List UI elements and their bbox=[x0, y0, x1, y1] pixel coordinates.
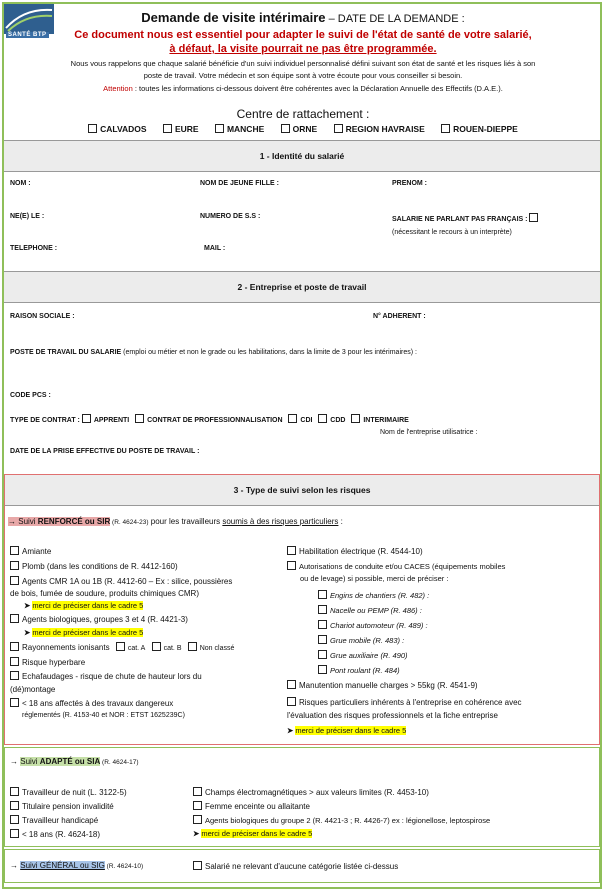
caces-nacelle[interactable]: Nacelle ou PEMP (R. 486) : bbox=[318, 605, 422, 615]
checkbox[interactable] bbox=[10, 546, 19, 555]
checkbox[interactable] bbox=[318, 650, 327, 659]
checkbox[interactable] bbox=[10, 801, 19, 810]
risk-rayonnements[interactable]: Rayonnements ionisants cat. A cat. B Non classé bbox=[10, 642, 234, 652]
form-title-text: Demande de visite intérimaire bbox=[141, 10, 326, 25]
field-type-contrat: TYPE DE CONTRAT : APPRENTI CONTRAT DE PROFESSIONNALISATION CDI CDD INTERIMAIRE bbox=[10, 414, 409, 424]
checkbox[interactable] bbox=[351, 414, 360, 423]
checkbox[interactable] bbox=[441, 124, 450, 133]
risk-cmr-cont: de bois, fumée de soudure, produits chimiques CMR) bbox=[10, 589, 199, 598]
field-ne-le[interactable]: NE(E) LE : bbox=[10, 213, 45, 220]
suivi-adapte-label: Suivi ADAPTÉ ou SIA bbox=[20, 757, 101, 766]
caces-chariot[interactable]: Chariot automoteur (R. 489) : bbox=[318, 620, 428, 630]
field-telephone[interactable]: TELEPHONE : bbox=[10, 245, 58, 252]
checkbox[interactable] bbox=[287, 546, 296, 555]
contrat-professionnalisation[interactable]: CONTRAT DE PROFESSIONNALISATION bbox=[135, 417, 282, 424]
checkbox[interactable] bbox=[152, 642, 161, 651]
suivi-general-label: Suivi GÉNÉRAL ou SIG bbox=[20, 861, 105, 870]
checkbox[interactable] bbox=[318, 635, 327, 644]
warning-line-2: à défaut, la visite pourrait ne pas être programmée. bbox=[169, 43, 437, 55]
suivi-general-intro: → Suivi GÉNÉRAL ou SIG (R. 4624-10) bbox=[10, 861, 144, 870]
request-date-label: – DATE DE LA DEMANDE : bbox=[325, 13, 465, 25]
checkbox[interactable] bbox=[288, 414, 297, 423]
section-entreprise bbox=[4, 271, 600, 303]
checkbox[interactable] bbox=[318, 590, 327, 599]
arrow-right-icon: → bbox=[8, 517, 16, 526]
checkbox[interactable] bbox=[10, 815, 19, 824]
caces-grue-mobile[interactable]: Grue mobile (R. 483) : bbox=[318, 635, 404, 645]
checkbox[interactable] bbox=[215, 124, 224, 133]
checkbox[interactable] bbox=[10, 829, 19, 838]
centre-options bbox=[0, 124, 606, 134]
adapte-precise-note: ➤ merci de préciser dans le cadre 5 bbox=[193, 829, 313, 838]
note-line-1: Nous vous rappelons que chaque salarié bénéficie d'un suivi individuel personnalisé défini suivant son état de santé et les risques liés à son bbox=[70, 59, 536, 68]
checkbox[interactable] bbox=[135, 414, 144, 423]
arrow-right-icon: → bbox=[10, 861, 18, 870]
suivi-adapte-intro: → Suivi ADAPTÉ ou SIA (R. 4624-17) bbox=[10, 757, 139, 766]
field-numero-ss[interactable]: NUMERO DE S.S : bbox=[200, 213, 261, 220]
risk-caces[interactable]: Autorisations de conduite et/ou CACES (équipements mobiles bbox=[287, 561, 505, 571]
checkbox[interactable] bbox=[188, 642, 197, 651]
adapte-bio-2[interactable]: Agents biologiques du groupe 2 (R. 4421-3 ; R. 4426-7) ex : légionellose, leptospirose bbox=[193, 815, 490, 825]
risk-caces-cont: ou de levage) si possible, merci de préciser : bbox=[300, 574, 449, 583]
checkbox[interactable] bbox=[163, 124, 172, 133]
field-mail[interactable]: MAIL : bbox=[204, 245, 226, 252]
field-entreprise-utilisatrice[interactable]: Nom de l'entreprise utilisatrice : bbox=[380, 429, 478, 436]
risk-echafaudages[interactable]: Echafaudages - risque de chute de hauteur lors du bbox=[10, 671, 202, 681]
adapte-nuit[interactable]: Travailleur de nuit (L. 3122-5) bbox=[10, 787, 127, 797]
field-raison-sociale[interactable]: RAISON SOCIALE : bbox=[10, 313, 75, 320]
checkbox[interactable] bbox=[10, 561, 19, 570]
checkbox[interactable] bbox=[10, 642, 19, 651]
arrow-right-icon: ➤ bbox=[287, 726, 294, 735]
centre-option-orne[interactable]: ORNE bbox=[281, 124, 318, 134]
checkbox[interactable] bbox=[318, 414, 327, 423]
checkbox[interactable] bbox=[10, 657, 19, 666]
attention-label: Attention bbox=[103, 84, 133, 93]
ray-cat-a[interactable]: cat. A bbox=[116, 645, 146, 652]
risk-plomb[interactable]: Plomb (dans les conditions de R. 4412-160) bbox=[10, 561, 178, 571]
risk-bio-3-4[interactable]: Agents biologiques, groupes 3 et 4 (R. 4421-3) bbox=[10, 614, 188, 624]
checkbox[interactable] bbox=[193, 815, 202, 824]
checkbox[interactable] bbox=[334, 124, 343, 133]
checkbox[interactable] bbox=[10, 787, 19, 796]
risk-particuliers[interactable]: Risques particuliers inhérents à l'entreprise en cohérence avec bbox=[287, 697, 522, 707]
checkbox[interactable] bbox=[318, 665, 327, 674]
centre-option-calvados[interactable]: CALVADOS bbox=[88, 124, 146, 134]
logo-text: SANTÉ BTP bbox=[8, 32, 47, 38]
checkbox[interactable] bbox=[287, 697, 296, 706]
suivi-renforce-intro: → Suivi RENFORCÉ ou SIR (R. 4624-23) pour les travailleurs soumis à des risques particuliers : bbox=[8, 517, 343, 526]
checkbox[interactable] bbox=[10, 698, 19, 707]
checkbox[interactable] bbox=[287, 561, 296, 570]
suivi-renforce-label: → Suivi RENFORCÉ ou SIR bbox=[8, 517, 111, 526]
adapte-invalidite[interactable]: Titulaire pension invalidité bbox=[10, 801, 114, 811]
risk-moins-18-cont: réglementés (R. 4153-40 et NOR : ETST 1625239C) bbox=[22, 712, 185, 719]
adapte-champs[interactable]: Champs électromagnétiques > aux valeurs limites (R. 4453-10) bbox=[193, 787, 429, 797]
checkbox[interactable] bbox=[287, 680, 296, 689]
form-title bbox=[0, 10, 606, 25]
adapte-moins-18[interactable]: < 18 ans (R. 4624-18) bbox=[10, 829, 100, 839]
checkbox[interactable] bbox=[116, 642, 125, 651]
risk-hyperbare[interactable]: Risque hyperbare bbox=[10, 657, 85, 667]
contrat-cdi[interactable]: CDI bbox=[288, 417, 312, 424]
checkbox[interactable] bbox=[193, 861, 202, 870]
field-adherent[interactable]: N° ADHERENT : bbox=[373, 313, 426, 320]
cmr-precise-note: ➤ merci de préciser dans le cadre 5 bbox=[24, 601, 144, 610]
adapte-enceinte[interactable]: Femme enceinte ou allaitante bbox=[193, 801, 310, 811]
field-nom[interactable]: NOM : bbox=[10, 180, 31, 187]
attention-text: : toutes les informations ci-dessous doivent être cohérentes avec la Déclaration Annuelle des Effectifs (D.A.E.). bbox=[132, 84, 503, 93]
ray-non-classe[interactable]: Non classé bbox=[188, 645, 235, 652]
caces-grue-auxiliaire[interactable]: Grue auxiliaire (R. 490) bbox=[318, 650, 408, 660]
risk-moins-18[interactable]: < 18 ans affectés à des travaux dangereux bbox=[10, 698, 173, 708]
section-identity bbox=[4, 140, 600, 172]
caces-engins[interactable]: Engins de chantiers (R. 482) : bbox=[318, 590, 429, 600]
bio-precise-note: ➤ merci de préciser dans le cadre 5 bbox=[24, 628, 144, 637]
risk-echafaudages-cont: (dé)montage bbox=[10, 685, 56, 694]
non-francais-note: (nécessitant le recours à un interprète) bbox=[392, 229, 512, 236]
section-1-title: 1 - Identité du salarié bbox=[4, 140, 600, 172]
caces-pont-roulant[interactable]: Pont roulant (R. 484) bbox=[318, 665, 400, 675]
note-line-2: poste de travail. Votre médecin et son équipe sont à votre écoute pour vous conseiller si besoin. bbox=[143, 71, 463, 80]
field-non-francais[interactable]: SALARIE NE PARLANT PAS FRANÇAIS : bbox=[392, 213, 541, 223]
section-2-title: 2 - Entreprise et poste de travail bbox=[4, 271, 600, 303]
centre-option-manche[interactable]: MANCHE bbox=[215, 124, 264, 134]
risk-manutention[interactable]: Manutention manuelle charges > 55kg (R. 4541-9) bbox=[287, 680, 478, 690]
field-poste-travail[interactable]: POSTE DE TRAVAIL DU SALARIE (emploi ou métier et non le grade ou les habilitations, dans la limite de 3 pour les intérimaires) : bbox=[10, 349, 417, 356]
arrow-right-icon: ➤ bbox=[193, 829, 200, 838]
arrow-right-icon: ➤ bbox=[24, 628, 31, 637]
contrat-apprenti[interactable]: APPRENTI bbox=[82, 417, 129, 424]
warning-line-1: Ce document nous est essentiel pour adapter le suivi de l'état de santé de votre salarié, bbox=[74, 29, 532, 41]
checkbox[interactable] bbox=[193, 801, 202, 810]
field-prenom[interactable]: PRENOM : bbox=[392, 180, 427, 187]
field-nom-jeune-fille[interactable]: NOM DE JEUNE FILLE : bbox=[200, 180, 279, 187]
adapte-handicape[interactable]: Travailleur handicapé bbox=[10, 815, 98, 825]
checkbox[interactable] bbox=[82, 414, 91, 423]
centre-title: Centre de rattachement : bbox=[236, 107, 370, 121]
risk-cmr[interactable]: Agents CMR 1A ou 1B (R. 4412-60 – Ex : silice, poussières bbox=[10, 576, 232, 586]
arrow-right-icon: ➤ bbox=[24, 601, 31, 610]
centre-option-region-havraise[interactable]: REGION HAVRAISE bbox=[334, 124, 425, 134]
checkbox[interactable] bbox=[88, 124, 97, 133]
section-3-title: 3 - Type de suivi selon les risques bbox=[5, 475, 599, 506]
centre-option-rouen-dieppe[interactable]: ROUEN-DIEPPE bbox=[441, 124, 518, 134]
checkbox[interactable] bbox=[318, 620, 327, 629]
risk-amiante[interactable]: Amiante bbox=[10, 546, 51, 556]
contrat-interimaire[interactable]: INTERIMAIRE bbox=[351, 417, 409, 424]
contrat-cdd[interactable]: CDD bbox=[318, 417, 345, 424]
field-date-prise-poste[interactable]: DATE DE LA PRISE EFFECTIVE DU POSTE DE TRAVAIL : bbox=[10, 448, 200, 455]
arrow-right-icon: → bbox=[10, 757, 18, 766]
centre-option-eure[interactable]: EURE bbox=[163, 124, 199, 134]
checkbox[interactable] bbox=[10, 614, 19, 623]
checkbox[interactable] bbox=[318, 605, 327, 614]
particuliers-precise-note: ➤ merci de préciser dans le cadre 5 bbox=[287, 726, 407, 735]
ray-cat-b[interactable]: cat. B bbox=[152, 645, 182, 652]
checkbox[interactable] bbox=[529, 213, 538, 222]
checkbox[interactable] bbox=[10, 576, 19, 585]
field-code-pcs[interactable]: CODE PCS : bbox=[10, 392, 51, 399]
general-option[interactable]: Salarié ne relevant d'aucune catégorie listée ci-dessus bbox=[193, 861, 398, 871]
attention-note bbox=[0, 84, 606, 93]
risk-particuliers-cont: l'évaluation des risques professionnels et la fiche entreprise bbox=[287, 711, 498, 720]
checkbox[interactable] bbox=[281, 124, 290, 133]
risk-habilitation[interactable]: Habilitation électrique (R. 4544-10) bbox=[287, 546, 423, 556]
checkbox[interactable] bbox=[193, 787, 202, 796]
checkbox[interactable] bbox=[10, 671, 19, 680]
